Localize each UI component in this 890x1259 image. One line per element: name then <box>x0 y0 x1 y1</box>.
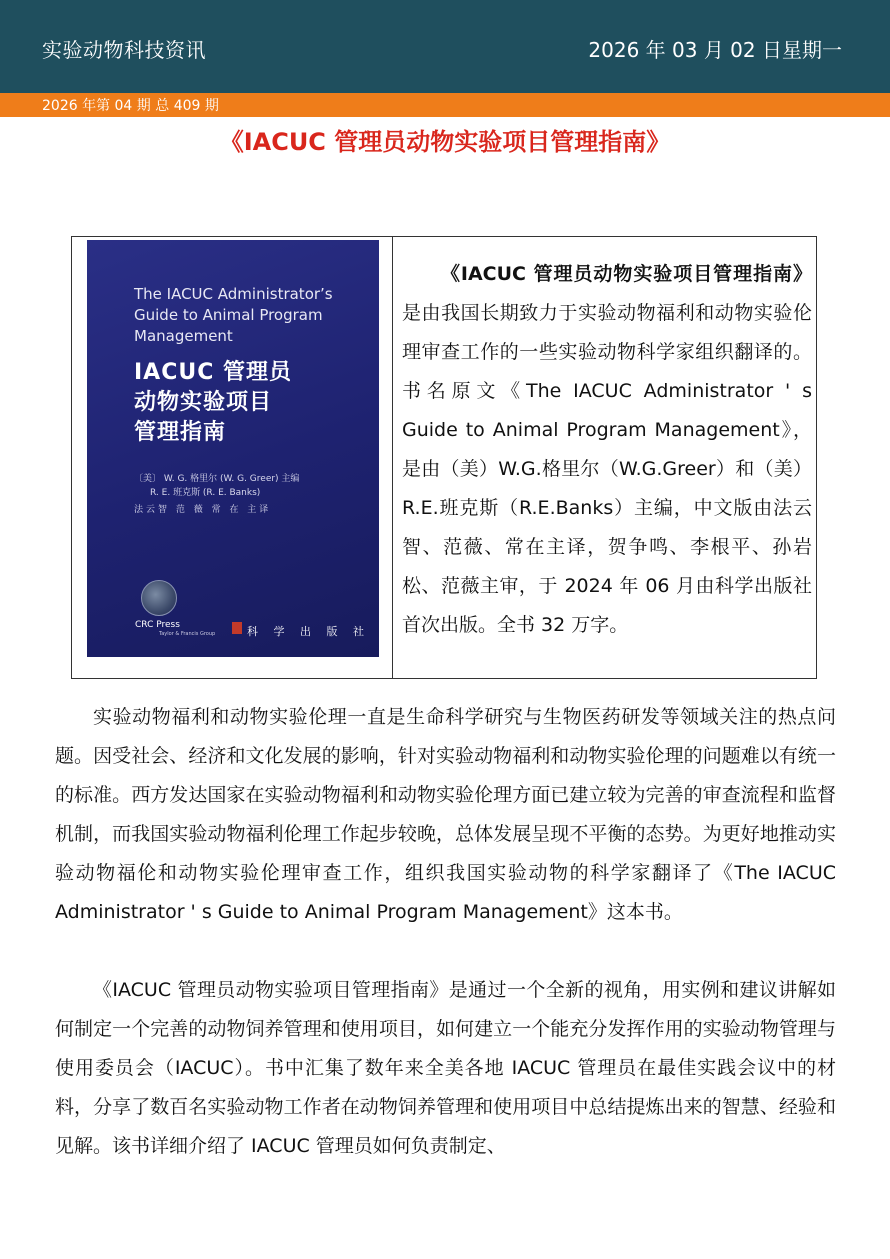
body-paragraph-1: 实验动物福利和动物实验伦理一直是生命科学研究与生物医药研发等领域关注的热点问题。因受社会、经济和文化发展的影响，针对实验动物福利和动物实验伦理的问题难以有统一的标准。西方发达国家在实验动物福利和动物实验伦理方面已建立较为完善的审查流程和监督机制，而我国实验动物福利伦理工作起步较晚，总体发展呈现不平衡的态势。为更好地推动实验动物福伦和动物实验伦理审查工作，组织我国实验动物的科学家翻译了《The IACUC Administrator ' s Guide to Animal Program Management》这本书。 <box>55 706 836 923</box>
crc-press-logo: CRC Press <box>135 620 180 630</box>
issue-bar <box>0 93 890 115</box>
book-desc-title: 《IACUC 管理员动物实验项目管理指南》 <box>440 263 812 285</box>
box-divider <box>392 237 393 678</box>
cover-publisher: 科 学 出 版 社 <box>247 625 370 638</box>
body-paragraph-2: 《IACUC 管理员动物实验项目管理指南》是通过一个全新的视角，用实例和建议讲解如何制定一个完善的动物饲养管理和使用项目，如何建立一个能充分发挥作用的实验动物管理与使用委员会（IACUC）。书中汇集了数年来全美各地 IACUC 管理员在最佳实践会议中的材料，分享了数百名实验动物工作者在动物饲养管理和使用项目中总结提炼出来的智慧、经验和见解。该书详细介绍了 IACUC 管理员如何负责制定、 <box>55 979 836 1157</box>
publication-date: 2026 年 03 月 02 日星期一 <box>588 38 842 62</box>
cover-title-line: 动物实验项目 <box>134 390 273 415</box>
article-title: 《IACUC 管理员动物实验项目管理指南》 <box>219 128 671 156</box>
issue-number: 2026 年第 04 期 总 409 期 <box>42 98 219 114</box>
crc-press-subtitle: Taylor & Francis Group <box>159 631 216 637</box>
book-cover-image <box>87 240 379 657</box>
book-description <box>402 255 812 645</box>
cover-author-line: 〔美〕 W. G. 格里尔 (W. G. Greer) 主编 <box>134 474 300 484</box>
publisher-logo-icon <box>232 622 242 634</box>
cover-english-title: The IACUC Administrator’s Guide to Animal Program Management <box>134 285 333 345</box>
cover-authors <box>134 472 299 500</box>
cover-title-line: 管理指南 <box>134 420 227 445</box>
cover-translators: 法云智 范 薇 常 在 主译 <box>134 505 272 515</box>
divider <box>0 115 890 117</box>
publication-name: 实验动物科技资讯 <box>42 38 206 62</box>
book-desc-text: 是由我国长期致力于实验动物福利和动物实验伦理审查工作的一些实验动物科学家组织翻译的。书名原文《The IACUC Administrator ' s Guide to Animal Program Management》，是由（美）W.G.格里尔（W.G.Greer）和（美）R.E.班克斯（R.E.Banks）主编，中文版由法云智、范薇、常在主译，贺争鸣、李根平、孙岩松、范薇主审，于 2024 年 06 月由科学出版社首次出版。全书 32 万字。 <box>402 302 812 636</box>
cover-title-line: IACUC 管理员 <box>134 360 293 385</box>
globe-icon <box>141 580 177 616</box>
cover-author-line: R. E. 班克斯 (R. E. Banks) <box>150 488 261 498</box>
cover-chinese-title <box>134 358 292 448</box>
book-info-box <box>71 236 817 679</box>
header-bar <box>0 0 890 93</box>
